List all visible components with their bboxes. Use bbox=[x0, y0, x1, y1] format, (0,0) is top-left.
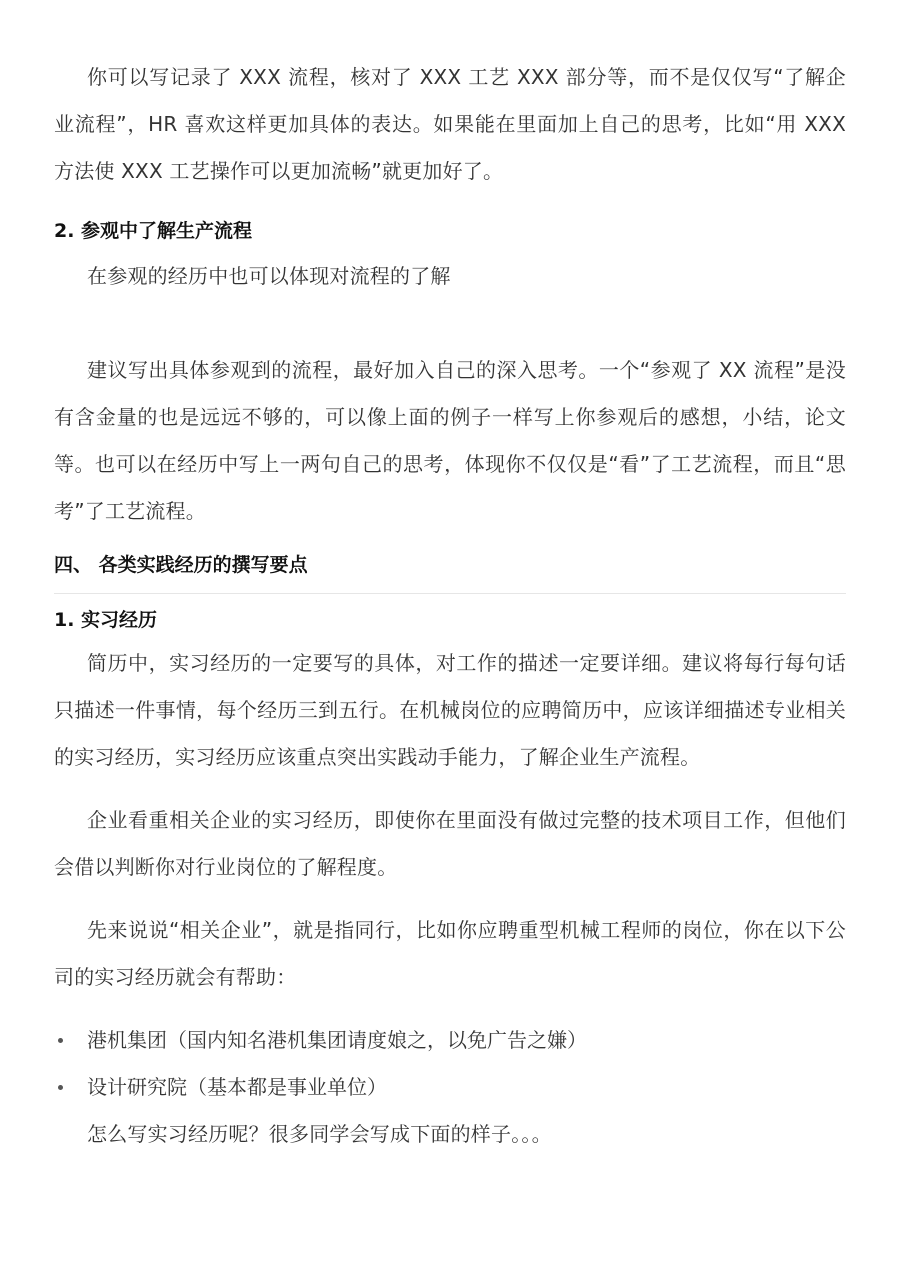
paragraph-visit-intro: 在参观的经历中也可以体现对流程的了解 bbox=[87, 264, 451, 288]
paragraph-related-company: 先来说说“相关企业”，就是指同行，比如你应聘重型机械工程师的岗位，你在以下公司的实习经历就会有帮助： bbox=[54, 918, 846, 989]
heading-internship: 1. 实习经历 bbox=[54, 609, 158, 631]
paragraph-visit-advice: 建议写出具体参观到的流程，最好加入自己的深入思考。一个“参观了 XX 流程”是没有含金量的也是远远不够的，可以像上面的例子一样写上你参观后的感想，小结，论文等。也可以在经历中写上一两句自己的思考，体现你不仅仅是“看”了工艺流程，而且“思考”了工艺流程。 bbox=[54, 358, 846, 523]
list-item-text: 港机集团（国内知名港机集团请度娘之，以免广告之嫌） bbox=[87, 1028, 587, 1052]
heading-visit-process: 2. 参观中了解生产流程 bbox=[54, 220, 253, 242]
list-item bbox=[54, 1064, 846, 1111]
bullet-icon bbox=[58, 1038, 63, 1043]
paragraph-process-record: 你可以写记录了 XXX 流程，核对了 XXX 工艺 XXX 部分等，而不是仅仅写“了解企业流程”，HR 喜欢这样更加具体的表达。如果能在里面加上自己的思考，比如“用 XXX 方法使 XXX 工艺操作可以更加流畅”就更加好了。 bbox=[54, 65, 846, 183]
article-body bbox=[54, 54, 846, 1158]
paragraph-internship-detail: 简历中，实习经历的一定要写的具体，对工作的描述一定要详细。建议将每行每句话只描述一件事情，每个经历三到五行。在机械岗位的应聘简历中，应该详细描述专业相关的实习经历，实习经历应该重点突出实践动手能力，了解企业生产流程。 bbox=[54, 651, 846, 769]
paragraph-how-to-write: 怎么写实习经历呢？很多同学会写成下面的样子。。。 bbox=[87, 1122, 552, 1146]
company-list bbox=[54, 1017, 846, 1111]
bullet-icon bbox=[58, 1085, 63, 1090]
list-item bbox=[54, 1017, 846, 1064]
list-item-text: 设计研究院（基本都是事业单位） bbox=[87, 1075, 387, 1099]
paragraph-company-value: 企业看重相关企业的实习经历，即使你在里面没有做过完整的技术项目工作，但他们会借以判断你对行业岗位的了解程度。 bbox=[54, 808, 846, 879]
section-heading-practice: 四、 各类实践经历的撰写要点 bbox=[54, 551, 846, 594]
